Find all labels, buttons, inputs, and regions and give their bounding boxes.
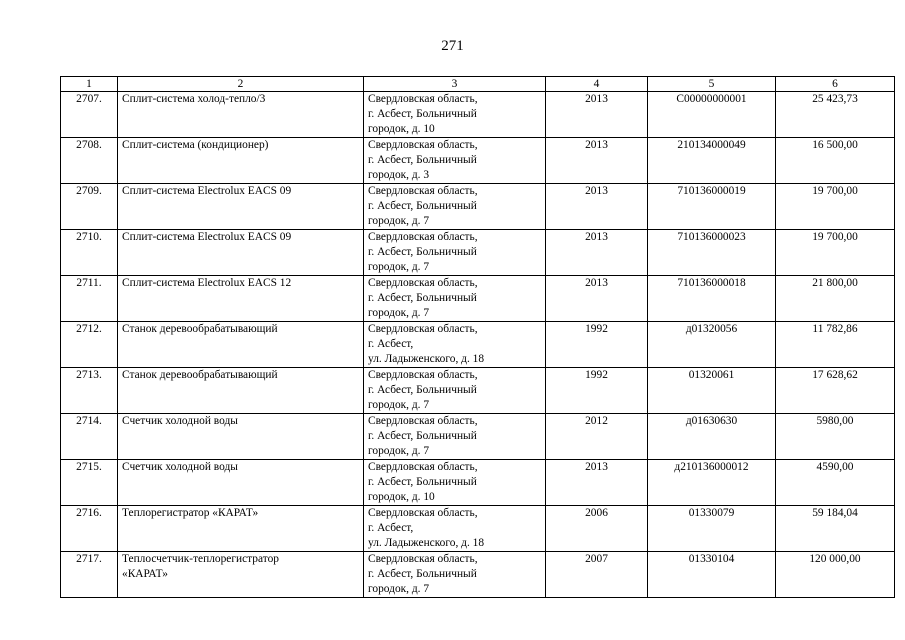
column-header-6: 6 bbox=[776, 77, 895, 92]
item-year: 2013 bbox=[546, 92, 648, 138]
column-header-2: 2 bbox=[118, 77, 364, 92]
table-body bbox=[61, 92, 895, 598]
inventory-number: С00000000001 bbox=[648, 92, 776, 138]
item-cost: 21 800,00 bbox=[776, 276, 895, 322]
item-address: Свердловская область, г. Асбест, Больничный городок, д. 7 bbox=[364, 552, 546, 598]
property-table bbox=[60, 76, 895, 598]
item-year: 1992 bbox=[546, 322, 648, 368]
table-row bbox=[61, 414, 895, 460]
item-cost: 4590,00 bbox=[776, 460, 895, 506]
inventory-number: д210136000012 bbox=[648, 460, 776, 506]
item-cost: 120 000,00 bbox=[776, 552, 895, 598]
table-row bbox=[61, 138, 895, 184]
row-number: 2713. bbox=[61, 368, 118, 414]
item-name: Теплосчетчик-теплорегистратор «КАРАТ» bbox=[118, 552, 364, 598]
row-number: 2717. bbox=[61, 552, 118, 598]
item-name: Сплит-система холод-тепло/3 bbox=[118, 92, 364, 138]
item-year: 2006 bbox=[546, 506, 648, 552]
inventory-number: 710136000019 bbox=[648, 184, 776, 230]
item-cost: 59 184,04 bbox=[776, 506, 895, 552]
table-row bbox=[61, 368, 895, 414]
item-year: 2013 bbox=[546, 184, 648, 230]
item-address: Свердловская область, г. Асбест, ул. Ладыженского, д. 18 bbox=[364, 322, 546, 368]
row-number: 2715. bbox=[61, 460, 118, 506]
item-name: Сплит-система (кондиционер) bbox=[118, 138, 364, 184]
table-row bbox=[61, 92, 895, 138]
inventory-number: 01330079 bbox=[648, 506, 776, 552]
row-number: 2707. bbox=[61, 92, 118, 138]
header-row bbox=[61, 77, 895, 92]
table-row bbox=[61, 322, 895, 368]
row-number: 2710. bbox=[61, 230, 118, 276]
row-number: 2709. bbox=[61, 184, 118, 230]
inventory-number: д01630630 bbox=[648, 414, 776, 460]
item-cost: 5980,00 bbox=[776, 414, 895, 460]
item-year: 2013 bbox=[546, 460, 648, 506]
row-number: 2716. bbox=[61, 506, 118, 552]
item-year: 1992 bbox=[546, 368, 648, 414]
column-header-1: 1 bbox=[61, 77, 118, 92]
row-number: 2711. bbox=[61, 276, 118, 322]
item-address: Свердловская область, г. Асбест, Больничный городок, д. 7 bbox=[364, 230, 546, 276]
table-row bbox=[61, 506, 895, 552]
item-cost: 25 423,73 bbox=[776, 92, 895, 138]
item-address: Свердловская область, г. Асбест, Больничный городок, д. 7 bbox=[364, 368, 546, 414]
item-address: Свердловская область, г. Асбест, Больничный городок, д. 10 bbox=[364, 92, 546, 138]
item-address: Свердловская область, г. Асбест, Больничный городок, д. 7 bbox=[364, 276, 546, 322]
item-cost: 16 500,00 bbox=[776, 138, 895, 184]
item-address: Свердловская область, г. Асбест, Больничный городок, д. 10 bbox=[364, 460, 546, 506]
item-address: Свердловская область, г. Асбест, Больничный городок, д. 3 bbox=[364, 138, 546, 184]
column-header-3: 3 bbox=[364, 77, 546, 92]
item-address: Свердловская область, г. Асбест, ул. Ладыженского, д. 18 bbox=[364, 506, 546, 552]
page-number: 271 bbox=[441, 38, 464, 54]
row-number: 2708. bbox=[61, 138, 118, 184]
item-address: Свердловская область, г. Асбест, Больничный городок, д. 7 bbox=[364, 184, 546, 230]
inventory-number: 01320061 bbox=[648, 368, 776, 414]
item-year: 2013 bbox=[546, 138, 648, 184]
inventory-number: 01330104 bbox=[648, 552, 776, 598]
item-name: Сплит-система Electrolux EACS 12 bbox=[118, 276, 364, 322]
table-row bbox=[61, 230, 895, 276]
item-cost: 19 700,00 bbox=[776, 184, 895, 230]
inventory-number: д01320056 bbox=[648, 322, 776, 368]
item-name: Теплорегистратор «КАРАТ» bbox=[118, 506, 364, 552]
item-name: Счетчик холодной воды bbox=[118, 460, 364, 506]
table-row bbox=[61, 276, 895, 322]
item-name: Станок деревообрабатывающий bbox=[118, 322, 364, 368]
item-name: Сплит-система Electrolux EACS 09 bbox=[118, 230, 364, 276]
item-cost: 19 700,00 bbox=[776, 230, 895, 276]
row-number: 2714. bbox=[61, 414, 118, 460]
inventory-number: 710136000018 bbox=[648, 276, 776, 322]
column-header-4: 4 bbox=[546, 77, 648, 92]
item-year: 2012 bbox=[546, 414, 648, 460]
table-row bbox=[61, 184, 895, 230]
row-number: 2712. bbox=[61, 322, 118, 368]
item-address: Свердловская область, г. Асбест, Больничный городок, д. 7 bbox=[364, 414, 546, 460]
item-name: Счетчик холодной воды bbox=[118, 414, 364, 460]
table-row bbox=[61, 460, 895, 506]
inventory-number: 710136000023 bbox=[648, 230, 776, 276]
item-year: 2007 bbox=[546, 552, 648, 598]
item-year: 2013 bbox=[546, 276, 648, 322]
table-row bbox=[61, 552, 895, 598]
item-year: 2013 bbox=[546, 230, 648, 276]
item-name: Сплит-система Electrolux EACS 09 bbox=[118, 184, 364, 230]
column-header-5: 5 bbox=[648, 77, 776, 92]
item-cost: 17 628,62 bbox=[776, 368, 895, 414]
inventory-number: 210134000049 bbox=[648, 138, 776, 184]
item-cost: 11 782,86 bbox=[776, 322, 895, 368]
table-header bbox=[61, 77, 895, 92]
item-name: Станок деревообрабатывающий bbox=[118, 368, 364, 414]
